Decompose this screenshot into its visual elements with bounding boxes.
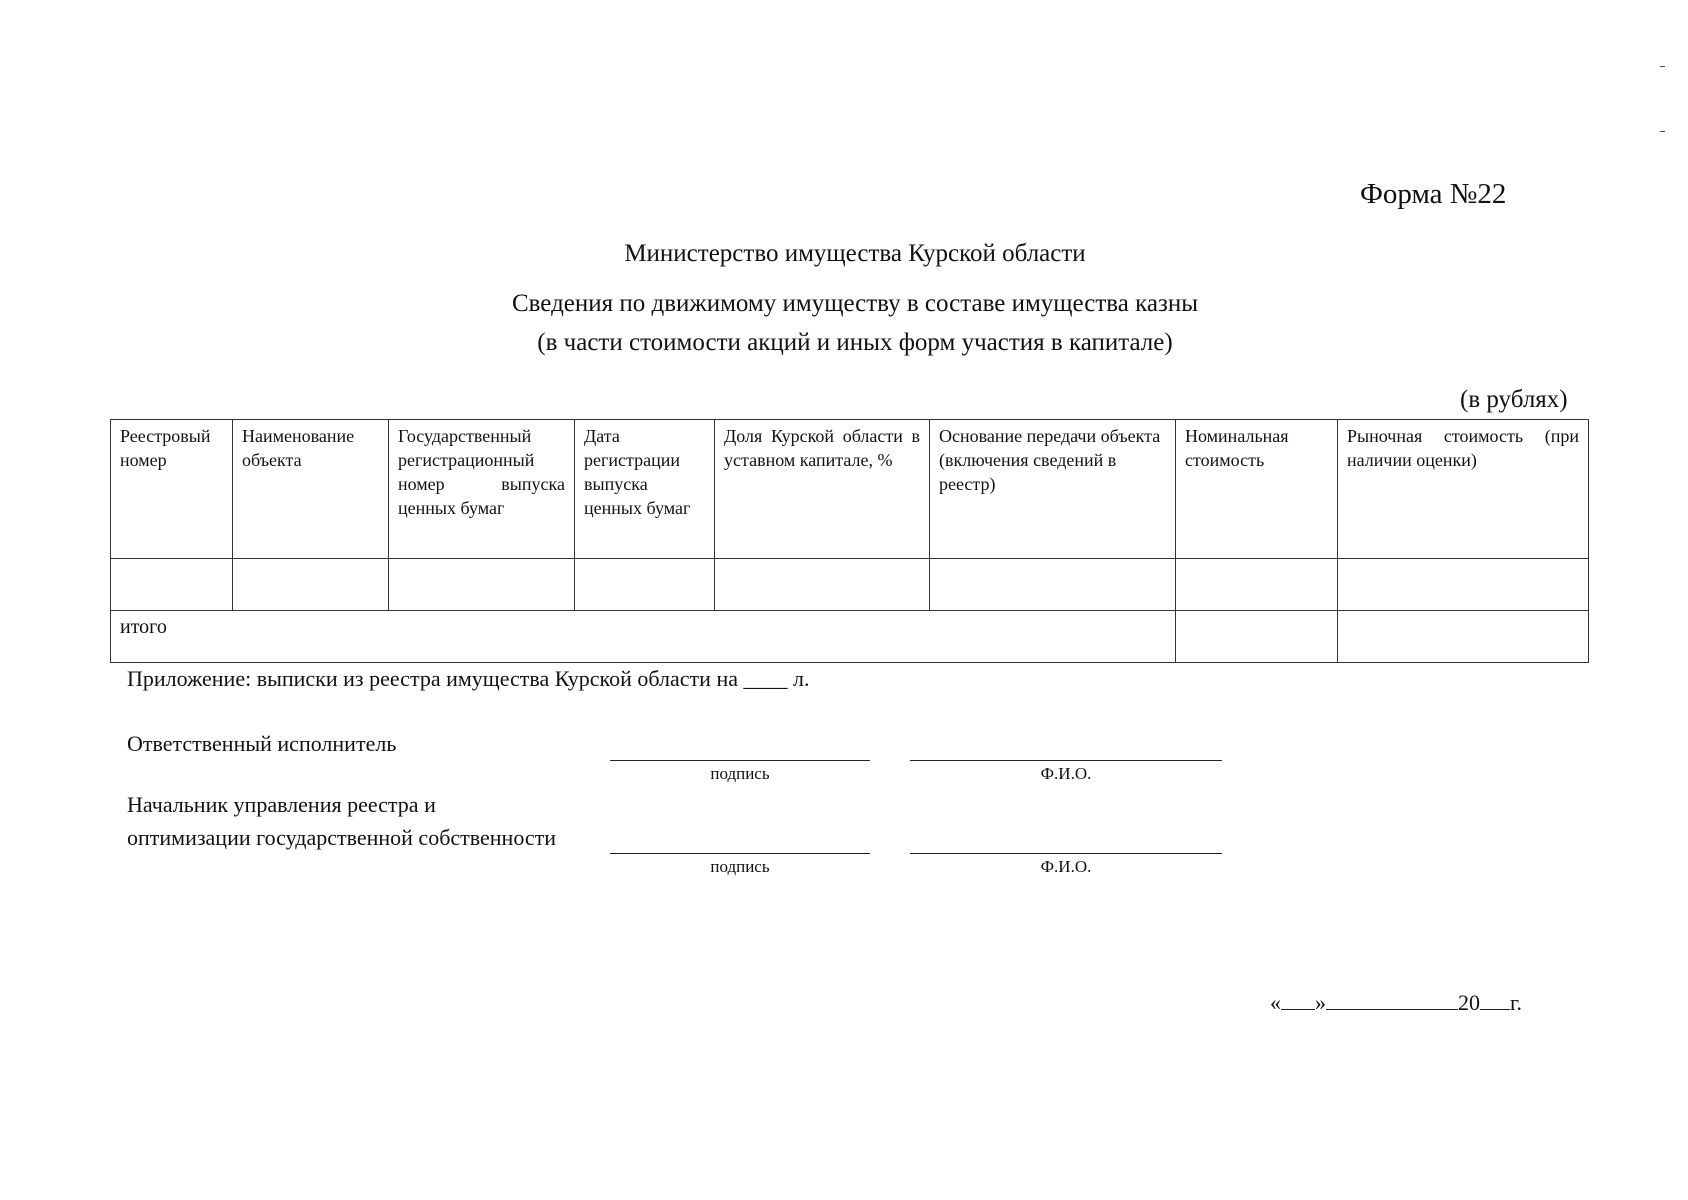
year-blank bbox=[1480, 991, 1510, 1010]
head-name-line bbox=[910, 853, 1222, 854]
year-prefix: 20 bbox=[1458, 990, 1480, 1015]
column-header: Наименование объекта bbox=[233, 420, 389, 559]
table-cell bbox=[1338, 559, 1589, 611]
table-cell bbox=[715, 559, 930, 611]
executor-name-line bbox=[910, 760, 1222, 761]
total-label: итого bbox=[111, 611, 1176, 663]
table-cell bbox=[575, 559, 715, 611]
column-header: Реестровый номер bbox=[111, 420, 233, 559]
date-line bbox=[1270, 990, 1522, 1016]
column-header: Рыночная стоимость (при наличии оценки) bbox=[1338, 420, 1589, 559]
signature-caption: подпись bbox=[710, 764, 770, 783]
units-note: (в рублях) bbox=[1460, 386, 1568, 413]
table-total-row bbox=[111, 611, 1589, 663]
table-cell bbox=[111, 559, 233, 611]
head-label-line2: оптимизации государственной собственности bbox=[127, 825, 557, 850]
date-open-quote: « bbox=[1270, 990, 1281, 1015]
signature-caption: подпись bbox=[710, 857, 770, 876]
table-row bbox=[111, 559, 1589, 611]
executor-signature-line bbox=[610, 760, 870, 761]
total-nominal-cell bbox=[1176, 611, 1338, 663]
document-title: Сведения по движимому имуществу в составе имущества казны bbox=[511, 290, 1199, 317]
month-blank bbox=[1326, 991, 1458, 1010]
scan-mark bbox=[1660, 131, 1665, 132]
table-cell bbox=[930, 559, 1176, 611]
column-header: Номинальная стоимость bbox=[1176, 420, 1338, 559]
property-table bbox=[110, 419, 1589, 663]
name-caption: Ф.И.О. bbox=[1040, 857, 1092, 876]
column-header: Доля Курской области в уставном капитале, % bbox=[715, 420, 930, 559]
appendix-note: Приложение: выписки из реестра имущества Курской области на ____ л. bbox=[127, 666, 810, 691]
table-cell bbox=[233, 559, 389, 611]
form-number: Форма №22 bbox=[1360, 178, 1507, 210]
head-signature-line bbox=[610, 853, 870, 854]
column-header: Дата регистрации выпуска ценных бумаг bbox=[575, 420, 715, 559]
ministry-name: Министерство имущества Курской области bbox=[624, 240, 1086, 267]
column-header: Государственный регистрационный номер выпуска ценных бумаг bbox=[389, 420, 575, 559]
table-header-row bbox=[111, 420, 1589, 559]
head-label-line1: Начальник управления реестра и bbox=[127, 792, 436, 817]
date-close-quote: » bbox=[1315, 990, 1326, 1015]
executor-label: Ответственный исполнитель bbox=[127, 731, 397, 756]
column-header: Основание передачи объекта (включения сведений в реестр) bbox=[930, 420, 1176, 559]
document-subtitle: (в части стоимости акций и иных форм участия в капитале) bbox=[537, 329, 1173, 356]
year-suffix: г. bbox=[1510, 990, 1523, 1015]
table-cell bbox=[389, 559, 575, 611]
table-cell bbox=[1176, 559, 1338, 611]
name-caption: Ф.И.О. bbox=[1040, 764, 1092, 783]
scan-mark bbox=[1660, 66, 1665, 67]
day-blank bbox=[1281, 991, 1315, 1010]
total-market-cell bbox=[1338, 611, 1589, 663]
